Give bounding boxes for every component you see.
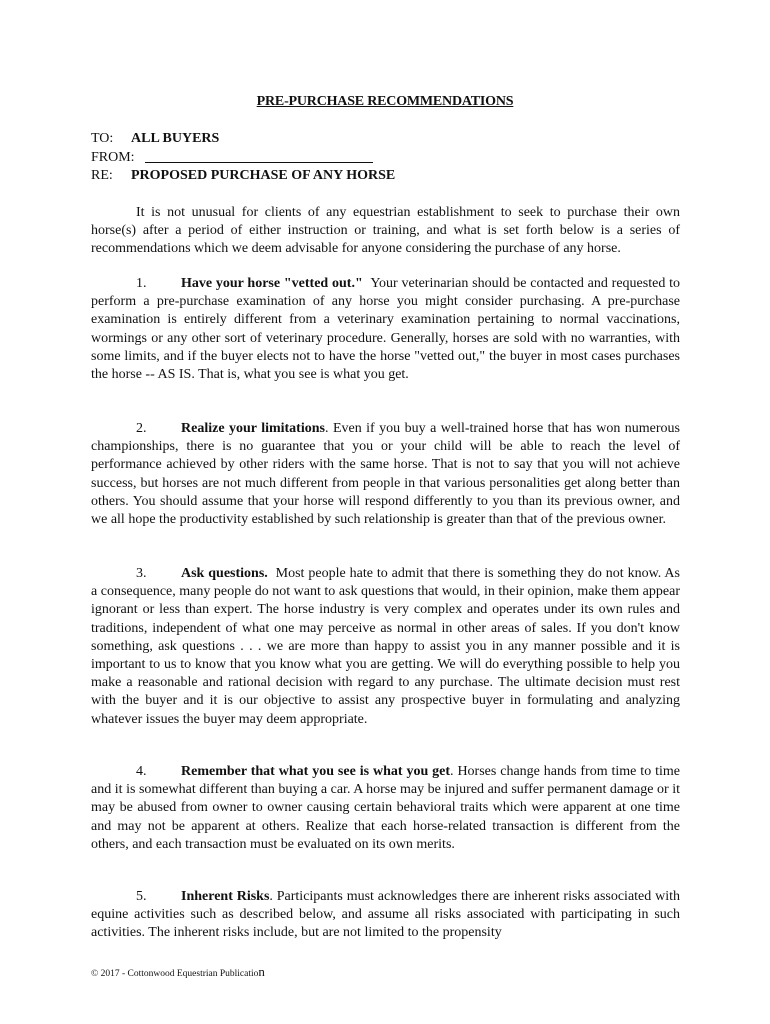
item-text: Your veterinarian should be contacted and requested to perform a pre-purchase examination of any horse you might consider purchasing. A pre-purchase examination is entirely different from a veterinary examination pertaining to normal vaccinations, wormings or any other sort of veterinary procedure. Generally, horses are sold with no warranties, with some limits, and if the buyer elects not to have the horse "vetted out," the buyer in most cases purchases the horse -- AS IS. That is, what you see is what you get. xyxy=(91,276,681,383)
to-value: ALL BUYERS xyxy=(131,131,220,146)
item-number: 5. xyxy=(136,889,147,904)
item-3 xyxy=(91,565,680,729)
item-2 xyxy=(91,420,680,529)
page-title: PRE-PURCHASE RECOMMENDATIONS xyxy=(256,94,514,109)
item-number: 4. xyxy=(136,764,147,779)
item-heading: Ask questions. xyxy=(181,566,268,581)
to-line xyxy=(91,130,219,148)
footer-last-char: n xyxy=(258,964,265,979)
intro-text: It is not unusual for clients of any equestrian establishment to seek to purchase their own horse(s) after a period of either instruction or training, and what is set forth below is a series of recommendations which we deem advisable for anyone considering the purchase of any horse. xyxy=(91,205,680,257)
footer-text: © 2017 - Cottonwood Equestrian Publicatio xyxy=(91,969,259,979)
item-4 xyxy=(91,763,680,854)
item-text: . Participants must acknowledges there are inherent risks associated with equine activities such as described below, and assume all risks associated with participating in such activities. The inherent risks include, but are not limited to the propensity xyxy=(91,889,681,941)
re-value: PROPOSED PURCHASE OF ANY HORSE xyxy=(131,168,396,183)
footer-copyright xyxy=(91,964,265,980)
from-blank-field[interactable] xyxy=(145,150,373,163)
item-heading: Inherent Risks xyxy=(181,889,270,904)
from-label: FROM: xyxy=(91,150,135,165)
item-5 xyxy=(91,888,680,943)
intro-paragraph xyxy=(91,204,680,259)
to-label: TO: xyxy=(91,131,114,146)
item-text: Most people hate to admit that there is something they do not know. As a consequence, many people do not want to ask questions that would, in their opinion, make them appear ignorant or less than expert. The horse industry is very complex and operates under its own rules and traditions, independent of what one may perceive as normal in other areas of sales. If you don't know something, ask questions . . . we are more than happy to assist you in any manner possible and it is important to us to know that you know what you are getting. We will do everything possible to help you make a reasonable and rational decision with regard to any purchase. The ultimate decision must rest with the buyer and it is our objective to assist any prospective buyer in formulating and analyzing whatever issues the buyer may deem appropriate. xyxy=(91,566,680,727)
item-heading: Have your horse "vetted out." xyxy=(181,276,363,291)
item-heading: Remember that what you see is what you get xyxy=(181,764,451,779)
from-line xyxy=(91,149,373,167)
item-text: . Even if you buy a well-trained horse that has won numerous championships, there is no guarantee that you or your child will be able to reach the level of performance achieved by other riders with the same horse. That is not to say that you will not achieve success, but horses are not much different from people in that various personalities get along better than others. You should assume that your horse will respond differently to you than its previous owner, and we all hope the productivity established by such relationship is greater than that of the previous owner. xyxy=(91,421,680,528)
item-number: 3. xyxy=(136,566,147,581)
item-1 xyxy=(91,275,680,384)
item-number: 1. xyxy=(136,276,147,291)
item-text: . Horses change hands from time to time and it is somewhat different than buying a car. A horse may be injured and suffer permanent damage or it may be abused from owner to owner causing certain behavioral traits which were apparent at one time and may not be apparent at others. Realize that each horse-related transaction is different from the others, and each transaction must be evaluated on its own merits. xyxy=(91,764,680,852)
item-heading: Realize your limitations xyxy=(181,421,325,436)
re-line xyxy=(91,167,395,185)
re-label: RE: xyxy=(91,168,113,183)
item-number: 2. xyxy=(136,421,147,436)
